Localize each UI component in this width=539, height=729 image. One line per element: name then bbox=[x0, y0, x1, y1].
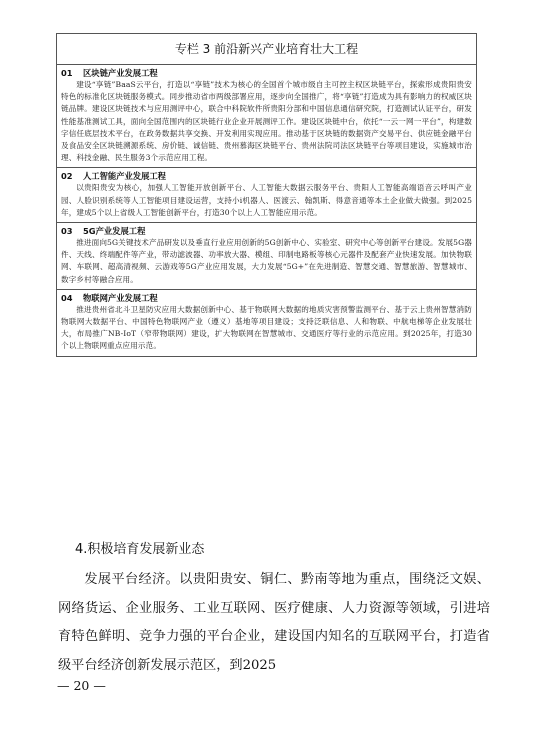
section-heading: 区块链产业发展工程 bbox=[83, 68, 158, 78]
section-text: 推进贵州省北斗卫星防灾应用大数据创新中心、基于物联网大数据的地质灾害预警监测平台、基于云上贵州智慧消防物联网大数据平台、中国特色物联网产业（遵义）基地等项目建设；支持泛联信息、人和物联、中航电梯等企业发展壮大，布局推广NB-IoT（窄带物联网）建设，扩大物联网在智慧城市、交通医疗等行业的示范应用。到2025年，打造30个以上物联网重点应用示范。 bbox=[61, 304, 472, 351]
section-header bbox=[61, 170, 472, 182]
box-section-iot bbox=[57, 290, 476, 356]
section-text: 建设“享链”BaaS云平台，打造以“享链”技术为核心的全国首个城市级自主可控主权区块链平台，探索形成贵阳贵安特色的标准化区块链服务模式。同步推动省市两级部署应用，逐步向全国推广，将“享链”打造成为具有影响力的权威区块链品牌。建设区块链技术与应用测评中心，联合中科院软件所贵阳分部和中国信息通信研究院，打造测试认证平台，研发性能基准测试工具，面向全国范围内的区块链行业企业开展测评工作。建设区块链中台，依托“一云一网一平台”，构建数字信任底层技术平台，在政务数据共享交换、开发利用实现应用。推动基于区块链的数据资产交易平台、供应链金融平台及食品安全区块链溯源系统、房价链、诚信链、贵州慕海区块链平台、贵州法院司法区块链平台等项目建设，实施城市治理、科技金融、民生服务3个示范应用工程。 bbox=[61, 80, 472, 163]
section-number: 04 bbox=[61, 292, 73, 303]
section-header bbox=[61, 292, 472, 304]
section-header bbox=[61, 67, 472, 79]
box-section-ai bbox=[57, 168, 476, 223]
section-heading: 人工智能产业发展工程 bbox=[83, 171, 166, 182]
box-section-5g bbox=[57, 223, 476, 290]
box-section-blockchain bbox=[57, 65, 476, 168]
section-number: 01 bbox=[61, 68, 73, 78]
section-heading-new-formats: 4.积极培育发展新业态 bbox=[75, 542, 205, 557]
section-heading: 物联网产业发展工程 bbox=[83, 292, 158, 303]
section-text: 以贵阳贵安为核心，加强人工智能开放创新平台、人工智能大数据云服务平台、贵阳人工智能高端语音云呼叫产业园、人脸识别系统等人工智能项目建设运营，支持小i机器人、医渡云、翰凯斯、得意音通等本土企业做大做强。到2025年，建成5个以上省级人工智能创新平台，打造30个以上人工智能应用示范。 bbox=[61, 183, 472, 217]
page-number: — 20 — bbox=[57, 678, 106, 693]
box-title: 专栏 3 前沿新兴产业培育壮大工程 bbox=[57, 34, 476, 65]
feature-box bbox=[56, 33, 477, 357]
section-number: 02 bbox=[61, 171, 73, 182]
body-paragraph: 发展平台经济。以贵阳贵安、铜仁、黔南等地为重点，围绕泛文娱、网络货运、企业服务、工业互联网、医疗健康、人力资源等领域，引进培育特色鲜明、竞争力强的平台企业，建设国内知名的互联网平台，打造省级平台经济创新发展示范区，到2025 bbox=[58, 572, 490, 673]
section-heading: 5G产业发展工程 bbox=[83, 226, 146, 237]
section-header bbox=[61, 225, 472, 237]
section-number: 03 bbox=[61, 226, 73, 237]
section-text: 推进面向5G关键技术产品研发以及垂直行业应用创新的5G创新中心、实验室、研究中心等创新平台建设。发展5G器件、天线、终端配件等产业，带动滤波器、功率放大器、模组、印制电路板等核心元器件及配套产业快速发展。加快物联网、车联网、超高清视频、云游戏等5G产业应用发展，大力发展“5G+”在先进制造、智慧交通、智慧旅游、智慧城市、数字乡村等融合应用。 bbox=[61, 238, 472, 284]
